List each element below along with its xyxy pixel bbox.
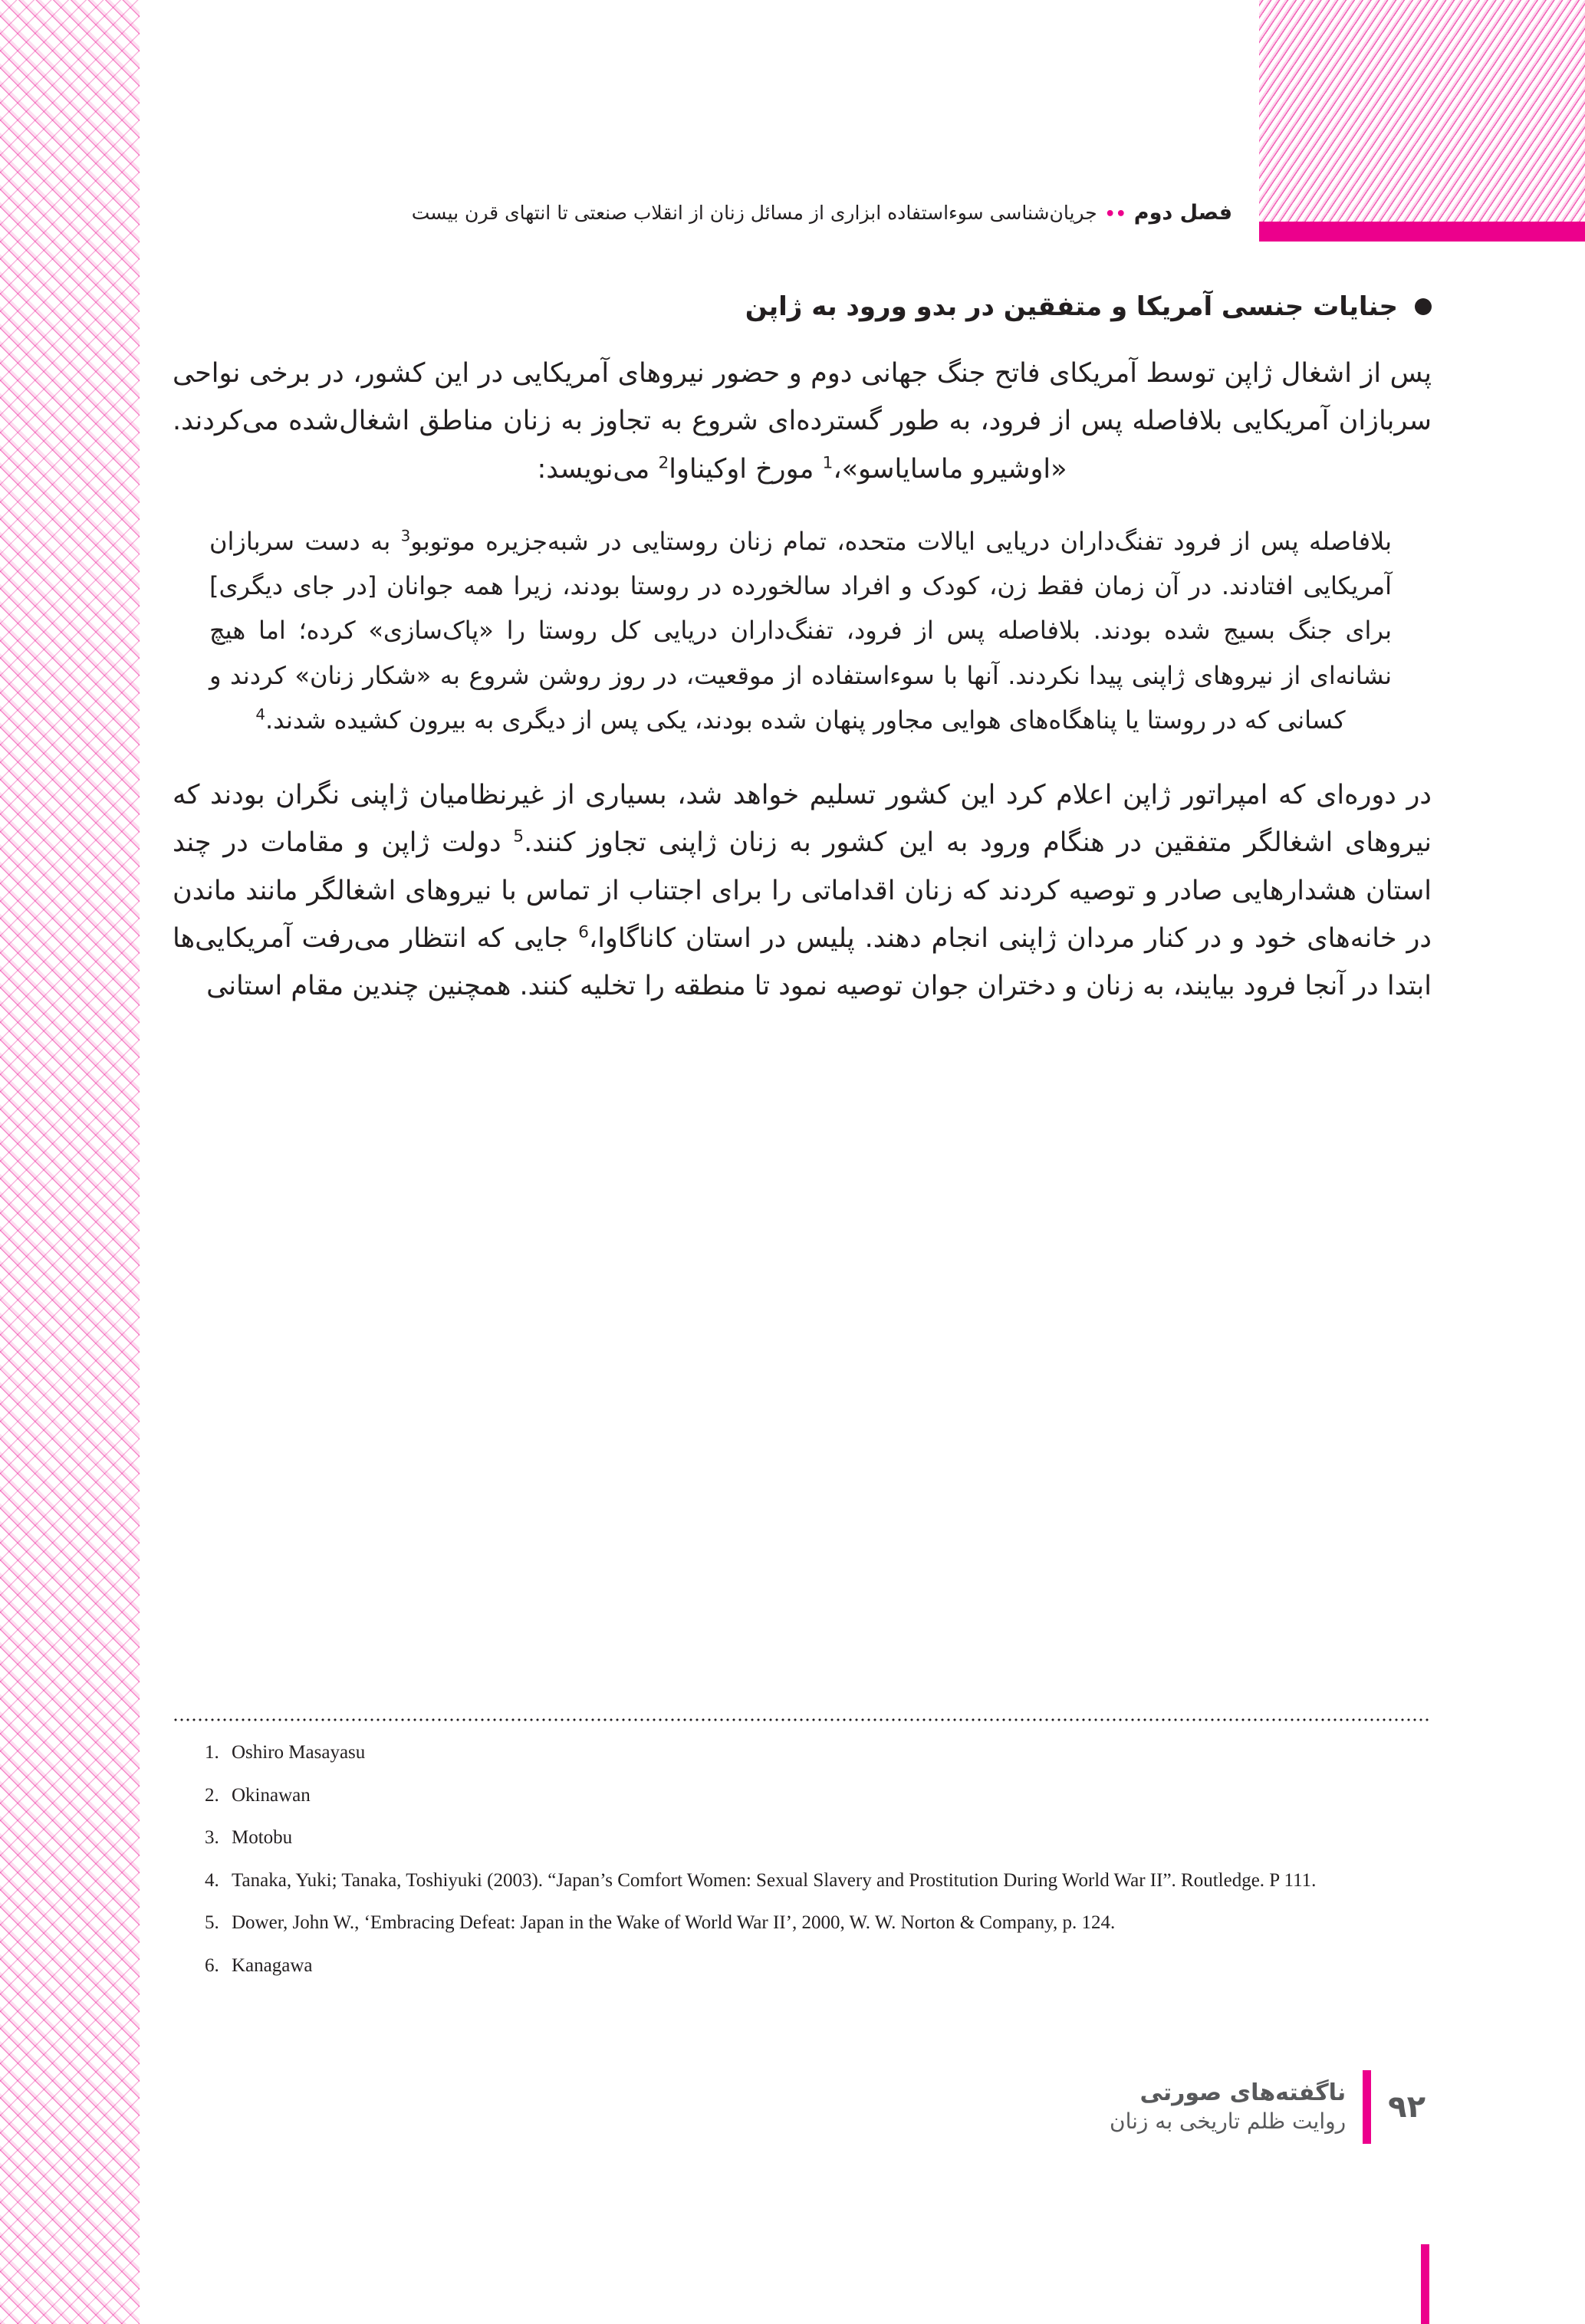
footnote-ref-3[interactable]: 3 <box>400 527 411 545</box>
body-paragraph-2 <box>173 771 1432 1010</box>
paragraph-2-segment-b: دولت ژاپن و مقامات در چند استان هشدارهایی صادر و توصیه کردند که زنان اقداماتی را برای اجتناب از تماس با نیروهای اشغالگر مانند ماندن در خانه‌های خود و در کنار مردان ژاپنی انجام دهند. پلیس در استان کاناگاوا، <box>173 827 1432 954</box>
paragraph-2-segment-a: در دوره‌ای که امپراتور ژاپن اعلام کرد این کشور تسلیم خواهد شد، بسیاری از غیرنظامیان ژاپنی نگران بودند که نیروهای اشغالگر متفقین در هنگام ورود به این کشور به زنان ژاپنی تجاوز کنند. <box>173 780 1432 859</box>
footnote-ref-4[interactable]: 4 <box>255 705 265 724</box>
filled-circle-bullet-icon <box>1415 298 1432 315</box>
quote-segment-a: بلافاصله پس از فرود تفنگ‌داران دریایی ایالات متحده، تمام زنان روستایی در شبه‌جزیره موتوبو <box>410 526 1393 556</box>
paragraph-1-segment-a: پس از اشغال ژاپن توسط آمریکای فاتح جنگ جهانی دوم و حضور نیروهای آمریکایی در این کشور، در برخی نواحی سربازان آمریکایی بلافاصله پس از فرود، به طور گسترده‌ای شروع به تجاوز به زنان مناطق اشغال‌شده می‌کردند. «اوشیرو ماسایاسو»، <box>173 358 1432 485</box>
list-item: 1. Oshiro Masayasu <box>224 1739 1410 1767</box>
running-head-separator-dots: •• <box>1104 205 1126 224</box>
section-title: جنایات جنسی آمریکا و متفقین در بدو ورود به ژاپن <box>745 291 1398 322</box>
page-footer <box>0 2070 1585 2178</box>
page-content <box>173 291 1432 1037</box>
top-right-diagonal-stripes-decoration <box>1259 0 1585 227</box>
list-item: 3. Motobu <box>224 1824 1410 1852</box>
footer-titles <box>1110 2079 1346 2135</box>
paragraph-2-segment-c: جایی که انتظار می‌رفت آمریکایی‌ها ابتدا در آنجا فرود بیایند، به زنان و دختران جوان توصیه نمود تا منطقه را تخلیه کنند. همچنین چندین مقام استانی <box>173 922 1432 1002</box>
section-heading <box>173 291 1432 322</box>
footnote-ref-1[interactable]: 1 <box>822 452 834 472</box>
running-head <box>153 201 1232 225</box>
footer-accent-rule <box>1363 2070 1371 2144</box>
running-head-chapter-subject: جریان‌شناسی سوءاستفاده ابزاری از مسائل زنان از انقلاب صنعتی تا انتهای قرن بیست <box>411 202 1097 224</box>
footnotes-section <box>184 1739 1410 1994</box>
footnotes-list <box>184 1739 1410 1979</box>
book-title: ناگفته‌های صورتی <box>1139 2079 1347 2106</box>
bottom-spine-accent-mark <box>1421 2244 1429 2324</box>
page-number: ۹۲ <box>1388 2089 1426 2125</box>
left-edge-crosshatch-decoration <box>0 0 140 2324</box>
header-accent-bar <box>1259 222 1585 242</box>
footnote-separator-rule <box>173 1718 1432 1722</box>
footnote-ref-2[interactable]: 2 <box>658 452 669 472</box>
footnote-ref-6[interactable]: 6 <box>578 922 589 942</box>
running-head-chapter-label: فصل دوم <box>1133 201 1232 225</box>
footnote-ref-5[interactable]: 5 <box>513 827 524 846</box>
list-item: 6. Kanagawa <box>224 1952 1410 1980</box>
body-paragraph-1 <box>173 350 1432 493</box>
list-item: 2. Okinawan <box>224 1782 1410 1810</box>
block-quote <box>173 519 1432 742</box>
list-item: 5. Dower, John W., ‘Embracing Defeat: Japan in the Wake of World War II’, 2000, W. W. Norton & Company, p. 124. <box>224 1909 1410 1937</box>
paragraph-1-segment-c: می‌نویسد: <box>537 453 659 485</box>
book-subtitle: روایت ظلم تاریخی به زنان <box>1110 2109 1347 2135</box>
footer-inner <box>1110 2070 1426 2144</box>
list-item: 4. Tanaka, Yuki; Tanaka, Toshiyuki (2003). “Japan’s Comfort Women: Sexual Slavery and Prostitution During World War II”. Routledge. P 111. <box>224 1867 1410 1895</box>
quote-segment-b: به دست سربازان آمریکایی افتادند. در آن زمان فقط زن، کودک و افراد سالخورده در روستا بودند، زیرا همه جوانان [در جای دیگری] برای جنگ بسیج شده بودند. بلافاصله پس از فرود، تفنگ‌داران دریایی کل روستا را «پاک‌سازی» کرده؛ اما هیچ نشانه‌ای از نیروهای ژاپنی پیدا نکردند. آنها با سوءاستفاده از موقعیت، در روز روشن شروع به «شکار زنان» کردند و کسانی که در روستا یا پناهگاه‌های هوایی مجاور پنهان شده بودند، یکی پس از دیگری به بیرون کشیده شدند. <box>209 526 1392 735</box>
paragraph-1-segment-b: مورخ اوکیناوا <box>669 453 823 485</box>
